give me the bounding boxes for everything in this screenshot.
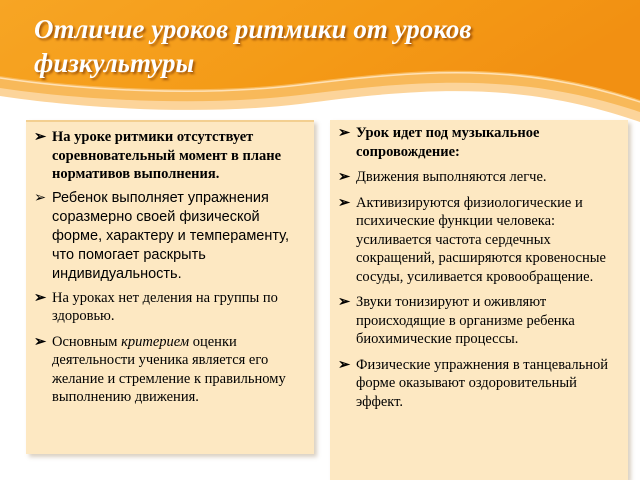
arrow-bullet-icon: ➢ <box>34 289 47 306</box>
right-bullet-list <box>330 120 628 411</box>
arrow-bullet-icon: ➢ <box>338 356 351 373</box>
left-bullet-text-before: Основным <box>52 333 122 350</box>
arrow-bullet-icon: ➢ <box>338 194 351 211</box>
right-bullet-text: Движения выполняются легче. <box>356 169 547 185</box>
slide-title: Отличие уроков ритмики от уроков физкультуры <box>34 14 472 78</box>
arrow-bullet-icon: ➢ <box>34 129 47 145</box>
left-panel <box>26 120 314 454</box>
left-bullet-item <box>34 189 308 284</box>
arrow-bullet-icon: ➢ <box>338 294 351 310</box>
left-bullet-text: На уроках нет деления на группы по здоровью. <box>52 289 278 324</box>
right-bullet-text: Физические упражнения в танцевальной форме оказывают оздоровительный эффект. <box>356 356 609 410</box>
arrow-bullet-icon: ➢ <box>338 125 351 141</box>
left-bullet-text <box>52 334 286 406</box>
left-bullet-item <box>34 128 308 184</box>
right-bullet-item <box>338 124 622 161</box>
right-panel <box>330 120 628 480</box>
arrow-bullet-icon: ➢ <box>34 333 47 350</box>
left-bullet-item <box>34 289 308 326</box>
criterion-emphasis: критерием <box>121 333 190 350</box>
right-bullet-item <box>338 168 622 187</box>
left-bullet-text: Ребенок выполняет упражнения соразмерно своей физической форме, характеру и темпераменту, что помогает раскрыть индивидуальность. <box>52 189 290 282</box>
right-bullet-text: Звуки тонизируют и оживляют происходящие в организме ребенка биохимические процессы. <box>356 294 575 347</box>
left-bullet-item <box>34 333 308 407</box>
right-bullet-item <box>338 194 622 287</box>
left-bullet-text: На уроке ритмики отсутствует соревновательный момент в плане нормативов выполнения. <box>52 129 282 182</box>
arrow-bullet-icon: ➢ <box>34 189 47 206</box>
left-bullet-text-after: оценки деятельности ученика является его желание и стремление к правильному выполнению движения. <box>52 333 286 405</box>
right-bullet-item <box>338 356 622 412</box>
arrow-bullet-icon: ➢ <box>338 169 351 185</box>
right-bullet-item <box>338 293 622 349</box>
left-bullet-list <box>26 122 314 407</box>
right-bullet-text: Активизируются физиологические и психические функции человека: усиливается частота сердечных сокращений, расширяются кровеносные сосуды, усиливается кровообращение. <box>356 194 606 285</box>
right-bullet-text: Урок идет под музыкальное сопровождение: <box>356 125 540 160</box>
